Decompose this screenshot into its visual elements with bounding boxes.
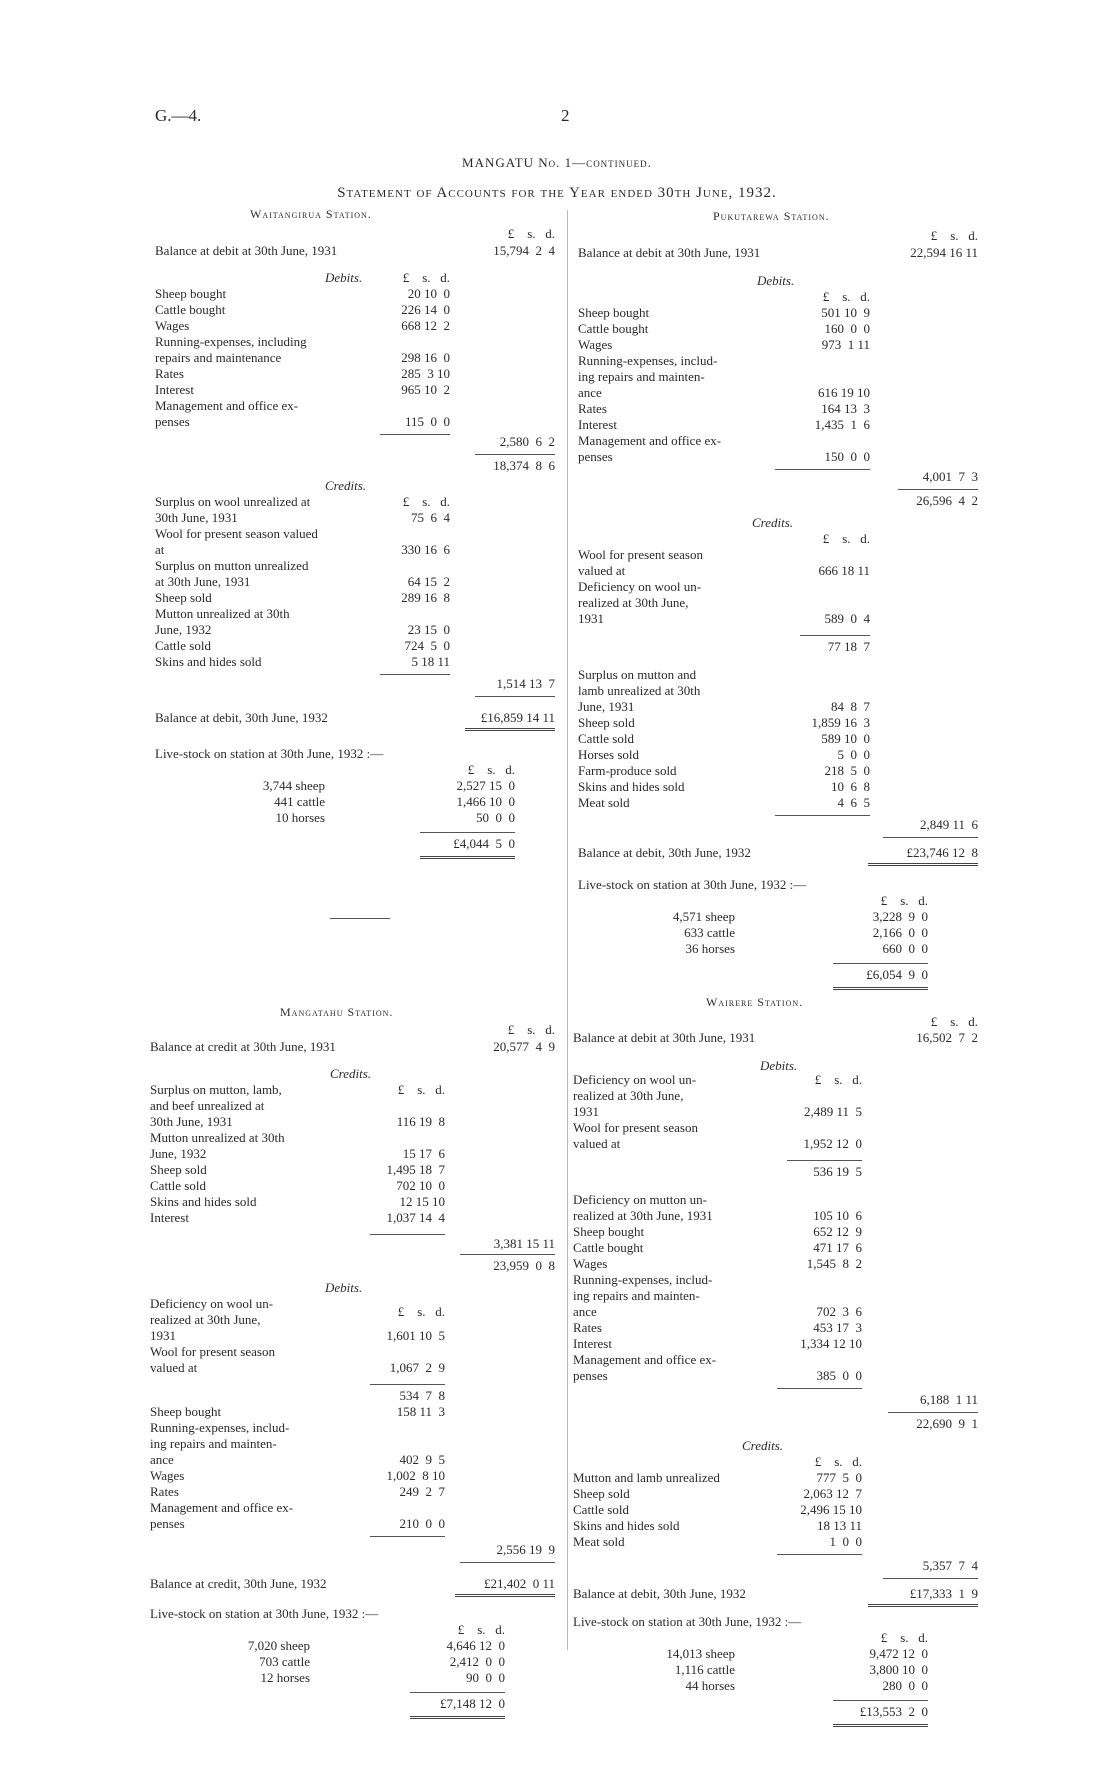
line-item-label: Deficiency on wool un- — [578, 579, 702, 594]
line-item-amount: 5 0 0 — [837, 747, 870, 762]
line-item-label: Sheep bought — [578, 305, 650, 320]
line-item-label: Meat sold — [578, 795, 630, 810]
currency-header: £ s. d. — [507, 226, 555, 241]
line-item-label: valued at — [150, 1360, 198, 1375]
credits-total: 1,514 13 7 — [496, 676, 555, 691]
line-item-label: Management and office ex- — [578, 433, 722, 448]
line-item-label: 1931 — [578, 611, 604, 626]
line-item-label: ance — [573, 1304, 597, 1319]
sum-amount: 18,374 8 6 — [493, 458, 555, 473]
livestock-value: 90 0 0 — [466, 1670, 505, 1685]
closing-double-rule — [465, 728, 555, 731]
livestock-rule — [410, 1692, 505, 1693]
line-item-label: 1931 — [150, 1328, 176, 1343]
line-item-label: penses — [155, 414, 190, 429]
livestock-count: 10 horses — [275, 810, 325, 825]
line-item-label: Wages — [155, 318, 190, 333]
line-item-amount: 616 19 10 — [818, 385, 870, 400]
line-item-amount: 724 5 0 — [404, 638, 450, 653]
livestock-count: 703 cattle — [259, 1654, 310, 1669]
station-title: Mangatahu Station. — [280, 1005, 394, 1019]
line-item-label: Interest — [155, 382, 194, 397]
line-item-amount: 116 19 8 — [396, 1114, 445, 1129]
currency-header: £ s. d. — [397, 1082, 445, 1097]
line-item-amount: 1,435 1 6 — [814, 417, 870, 432]
debits-total: 2,556 19 9 — [496, 1542, 555, 1557]
line-item-amount: 115 0 0 — [404, 414, 450, 429]
line-item-amount: 501 10 9 — [821, 305, 870, 320]
line-item-label: June, 1932 — [150, 1146, 207, 1161]
line-item-amount: 652 12 9 — [813, 1224, 862, 1239]
livestock-double-rule — [833, 1724, 928, 1727]
line-item-label: Skins and hides sold — [573, 1518, 680, 1533]
debits-total: 2,580 6 2 — [499, 434, 555, 449]
line-item-label: ing repairs and mainten- — [573, 1288, 700, 1303]
opening-balance-label: Balance at debit at 30th June, 1931 — [155, 243, 338, 258]
line-item-amount: 702 10 0 — [396, 1178, 445, 1193]
subtotal-rule — [370, 1234, 445, 1235]
line-item-amount: 666 18 11 — [818, 563, 870, 578]
line-item-amount: 285 3 10 — [401, 366, 450, 381]
line-item-amount: 160 0 0 — [824, 321, 870, 336]
line-item-label: Wool for present season — [578, 547, 703, 562]
sum-rule — [883, 1578, 978, 1579]
livestock-value: 4,646 12 0 — [446, 1638, 505, 1653]
line-item-amount: 20 10 0 — [407, 286, 450, 301]
line-item-label: Farm-produce sold — [578, 763, 677, 778]
line-item-label: Cattle bought — [573, 1240, 644, 1255]
debits-total: 4,001 7 3 — [922, 469, 978, 484]
line-item-label: Skins and hides sold — [155, 654, 262, 669]
line-item-label: Cattle bought — [155, 302, 226, 317]
line-item-label: 1931 — [573, 1104, 599, 1119]
livestock-double-rule — [420, 856, 515, 859]
credits-total: 3,381 15 11 — [493, 1236, 555, 1251]
livestock-total: £7,148 12 0 — [440, 1696, 505, 1711]
line-item-label: Interest — [150, 1210, 189, 1225]
subtotal-rule — [370, 1384, 445, 1385]
line-item-label: penses — [150, 1516, 185, 1531]
livestock-value: 280 0 0 — [882, 1678, 928, 1693]
line-item-amount: 1,859 16 3 — [811, 715, 870, 730]
line-item-label: at — [155, 542, 165, 557]
line-item-label: Rates — [150, 1484, 179, 1499]
opening-balance-amount: 22,594 16 11 — [910, 245, 978, 260]
line-item-amount: 10 6 8 — [831, 779, 870, 794]
closing-balance-amount: £17,333 1 9 — [909, 1586, 978, 1601]
line-item-amount: 965 10 2 — [401, 382, 450, 397]
line-item-amount: 330 16 6 — [401, 542, 450, 557]
livestock-count: 7,020 sheep — [247, 1638, 310, 1653]
line-item-amount: 158 11 3 — [396, 1404, 445, 1419]
credits-heading: Credits. — [752, 515, 794, 530]
sum-rule — [888, 1412, 978, 1413]
line-item-amount: 150 0 0 — [824, 449, 870, 464]
livestock-count: 12 horses — [260, 1670, 310, 1685]
line-item-amount: 2,496 15 10 — [800, 1502, 862, 1517]
credits-heading: Credits. — [325, 478, 367, 493]
line-item-label: at 30th June, 1931 — [155, 574, 251, 589]
currency-header: £ s. d. — [397, 1304, 445, 1319]
credits-heading: Credits. — [330, 1066, 372, 1081]
line-item-label: Mutton unrealized at 30th — [150, 1130, 285, 1145]
livestock-count: 14,013 sheep — [666, 1646, 735, 1661]
page-number: 2 — [561, 106, 570, 125]
line-item-label: realized at 30th June, 1931 — [573, 1208, 713, 1223]
closing-balance-label: Balance at credit, 30th June, 1932 — [150, 1576, 327, 1591]
opening-balance-label: Balance at credit at 30th June, 1931 — [150, 1039, 336, 1054]
line-item-amount: 164 13 3 — [821, 401, 870, 416]
closing-double-rule — [868, 1604, 978, 1607]
line-item-amount: 1,067 2 9 — [389, 1360, 445, 1375]
line-item-label: Wages — [150, 1468, 185, 1483]
station-title: Pukutarewa Station. — [713, 209, 830, 223]
line-item-amount: 402 9 5 — [399, 1452, 445, 1467]
line-item-label: valued at — [573, 1136, 621, 1151]
opening-balance-amount: 15,794 2 4 — [493, 243, 555, 258]
currency-header: £ s. d. — [402, 270, 450, 285]
line-item-label: Rates — [578, 401, 607, 416]
subtotal-rule — [380, 674, 450, 675]
line-item-label: Sheep bought — [150, 1404, 222, 1419]
line-item-label: June, 1931 — [578, 699, 635, 714]
line-item-label: 30th June, 1931 — [155, 510, 238, 525]
line-item-label: Wool for present season — [150, 1344, 275, 1359]
line-item-label: realized at 30th June, — [573, 1088, 684, 1103]
currency-header: £ s. d. — [507, 1022, 555, 1037]
sum-rule — [460, 1254, 555, 1255]
debits-net: 534 7 8 — [399, 1388, 445, 1403]
opening-balance-amount: 16,502 7 2 — [916, 1030, 978, 1045]
line-item-amount: 471 17 6 — [813, 1240, 862, 1255]
line-item-label: 30th June, 1931 — [150, 1114, 233, 1129]
livestock-total: £4,044 5 0 — [453, 836, 515, 851]
line-item-label: Deficiency on mutton un- — [573, 1192, 707, 1207]
livestock-double-rule — [833, 987, 928, 990]
line-item-label: Surplus on wool unrealized at — [155, 494, 311, 509]
line-item-label: Cattle sold — [150, 1178, 206, 1193]
line-item-label: Cattle sold — [155, 638, 211, 653]
line-item-label: ance — [578, 385, 602, 400]
sum-rule — [898, 489, 978, 490]
line-item-amount: 210 0 0 — [399, 1516, 445, 1531]
credits-heading: Credits. — [742, 1438, 784, 1453]
line-item-label: Surplus on mutton unrealized — [155, 558, 309, 573]
closing-balance-label: Balance at debit, 30th June, 1932 — [578, 845, 751, 860]
livestock-total: £13,553 2 0 — [859, 1704, 928, 1719]
subtotal-rule — [775, 815, 870, 816]
livestock-value: 1,466 10 0 — [456, 794, 515, 809]
livestock-count: 633 cattle — [684, 925, 735, 940]
debits-net: 536 19 5 — [813, 1164, 862, 1179]
line-item-label: Management and office ex- — [155, 398, 299, 413]
line-item-label: Mutton unrealized at 30th — [155, 606, 290, 621]
line-item-label: Sheep sold — [578, 715, 635, 730]
line-item-label: Cattle sold — [578, 731, 634, 746]
line-item-label: Surplus on mutton and — [578, 667, 697, 682]
currency-header: £ s. d. — [930, 1014, 978, 1029]
livestock-rule — [833, 1700, 928, 1701]
line-item-label: Sheep sold — [155, 590, 212, 605]
line-item-label: penses — [573, 1368, 608, 1383]
closing-balance-amount: £21,402 0 11 — [483, 1576, 555, 1591]
opening-balance-label: Balance at debit at 30th June, 1931 — [573, 1030, 756, 1045]
line-item-amount: 23 15 0 — [407, 622, 450, 637]
line-item-label: Sheep bought — [573, 1224, 645, 1239]
sum-rule — [883, 837, 978, 838]
livestock-label: Live-stock on station at 30th June, 1932 :— — [150, 1606, 379, 1621]
subtotal-rule — [370, 1536, 445, 1537]
station-title: Waitangirua Station. — [250, 207, 372, 221]
line-item-label: Running-expenses, including — [155, 334, 307, 349]
line-item-amount: 18 13 11 — [816, 1518, 862, 1533]
line-item-label: Management and office ex- — [150, 1500, 294, 1515]
credits-total: 2,849 11 6 — [919, 817, 978, 832]
line-item-amount: 64 15 2 — [407, 574, 450, 589]
line-item-amount: 249 2 7 — [399, 1484, 445, 1499]
closing-balance-label: Balance at debit, 30th June, 1932 — [155, 710, 328, 725]
opening-balance-amount: 20,577 4 9 — [493, 1039, 555, 1054]
line-item-label: Interest — [578, 417, 617, 432]
currency-header: £ s. d. — [402, 494, 450, 509]
credits-net: 77 18 7 — [827, 639, 870, 654]
line-item-label: penses — [578, 449, 613, 464]
livestock-label: Live-stock on station at 30th June, 1932 :— — [155, 746, 384, 761]
page-ref: G.—4. — [155, 106, 202, 125]
sum-amount: 22,690 9 1 — [916, 1416, 978, 1431]
line-item-label: ing repairs and mainten- — [150, 1436, 277, 1451]
line-item-label: ing repairs and mainten- — [578, 369, 705, 384]
livestock-value: 2,527 15 0 — [456, 778, 515, 793]
livestock-rule — [420, 832, 515, 833]
subtotal-rule — [787, 1160, 862, 1161]
line-item-label: June, 1932 — [155, 622, 212, 637]
currency-header: £ s. d. — [822, 289, 870, 304]
currency-header: £ s. d. — [467, 762, 515, 777]
livestock-rule — [833, 963, 928, 964]
livestock-value: 3,228 9 0 — [872, 909, 928, 924]
line-item-label: Wool for present season valued — [155, 526, 318, 541]
livestock-double-rule — [410, 1716, 505, 1719]
column-divider — [567, 210, 568, 1650]
line-item-label: Surplus on mutton, lamb, — [150, 1082, 282, 1097]
line-item-label: Wages — [578, 337, 613, 352]
line-item-amount: 777 5 0 — [816, 1470, 862, 1485]
livestock-count: 44 horses — [685, 1678, 735, 1693]
subtotal-rule — [380, 434, 450, 435]
line-item-label: valued at — [578, 563, 626, 578]
line-item-amount: 75 6 4 — [411, 510, 450, 525]
closing-balance-amount: £16,859 14 11 — [480, 710, 555, 725]
page-subtitle: Statement of Accounts for the Year ended 30th June, 1932. — [337, 185, 777, 201]
line-item-amount: 84 8 7 — [831, 699, 870, 714]
line-item-label: repairs and maintenance — [155, 350, 282, 365]
line-item-amount: 1,545 8 2 — [806, 1256, 862, 1271]
line-item-amount: 105 10 6 — [813, 1208, 862, 1223]
livestock-value: 660 0 0 — [882, 941, 928, 956]
line-item-amount: 289 16 8 — [401, 590, 450, 605]
line-item-amount: 15 17 6 — [402, 1146, 445, 1161]
line-item-label: Meat sold — [573, 1534, 625, 1549]
line-item-label: Cattle bought — [578, 321, 649, 336]
livestock-total: £6,054 9 0 — [866, 967, 928, 982]
subtotal-rule — [775, 469, 870, 470]
line-item-amount: 1,601 10 5 — [386, 1328, 445, 1343]
line-item-amount: 1,495 18 7 — [386, 1162, 445, 1177]
livestock-count: 1,116 cattle — [674, 1662, 735, 1677]
currency-header: £ s. d. — [880, 893, 928, 908]
line-item-amount: 973 1 11 — [821, 337, 870, 352]
livestock-count: 441 cattle — [274, 794, 325, 809]
line-item-amount: 1,002 8 10 — [386, 1468, 445, 1483]
livestock-value: 9,472 12 0 — [869, 1646, 928, 1661]
line-item-label: Horses sold — [578, 747, 640, 762]
line-item-label: realized at 30th June, — [578, 595, 689, 610]
line-item-label: Wages — [573, 1256, 608, 1271]
sum-rule — [475, 454, 555, 455]
line-item-label: Running-expenses, includ- — [573, 1272, 713, 1287]
opening-balance-label: Balance at debit at 30th June, 1931 — [578, 245, 761, 260]
line-item-amount: 2,489 11 5 — [803, 1104, 862, 1119]
line-item-label: Mutton and lamb unrealized — [573, 1470, 720, 1485]
livestock-value: 50 0 0 — [476, 810, 515, 825]
line-item-amount: 453 17 3 — [813, 1320, 862, 1335]
sum-rule — [460, 1562, 555, 1563]
closing-double-rule — [455, 1594, 555, 1597]
line-item-label: Wool for present season — [573, 1120, 698, 1135]
line-item-amount: 1 0 0 — [829, 1534, 862, 1549]
line-item-amount: 702 3 6 — [816, 1304, 862, 1319]
line-item-label: Sheep sold — [150, 1162, 207, 1177]
line-item-amount: 226 14 0 — [401, 302, 450, 317]
sum-amount: 23,959 0 8 — [493, 1258, 555, 1273]
line-item-label: Skins and hides sold — [578, 779, 685, 794]
line-item-label: Rates — [155, 366, 184, 381]
line-item-amount: 668 12 2 — [401, 318, 450, 333]
credits-total: 5,357 7 4 — [922, 1558, 978, 1573]
line-item-amount: 589 0 4 — [824, 611, 870, 626]
line-item-label: Management and office ex- — [573, 1352, 717, 1367]
closing-double-rule — [868, 863, 978, 866]
currency-header: £ s. d. — [930, 228, 978, 243]
currency-header: £ s. d. — [457, 1622, 505, 1637]
subtotal-rule — [777, 1554, 862, 1555]
sum-rule — [475, 696, 555, 697]
livestock-value: 2,166 0 0 — [872, 925, 928, 940]
line-item-label: lamb unrealized at 30th — [578, 683, 701, 698]
debits-heading: Debits. — [757, 273, 795, 288]
livestock-label: Live-stock on station at 30th June, 1932 :— — [578, 877, 807, 892]
livestock-count: 36 horses — [685, 941, 735, 956]
line-item-amount: 218 5 0 — [824, 763, 870, 778]
currency-header: £ s. d. — [814, 1454, 862, 1469]
debits-heading: Debits. — [760, 1058, 798, 1073]
page-title: MANGATU No. 1—continued. — [462, 155, 652, 170]
currency-header: £ s. d. — [880, 1630, 928, 1645]
debits-heading: Debits. — [325, 270, 363, 285]
line-item-amount: 385 0 0 — [816, 1368, 862, 1383]
debits-total: 6,188 1 11 — [919, 1392, 978, 1407]
currency-header: £ s. d. — [814, 1072, 862, 1087]
line-item-amount: 4 6 5 — [837, 795, 870, 810]
line-item-amount: 589 10 0 — [821, 731, 870, 746]
livestock-value: 3,800 10 0 — [869, 1662, 928, 1677]
subtotal-rule — [800, 635, 870, 636]
line-item-amount: 1,952 12 0 — [803, 1136, 862, 1151]
currency-header: £ s. d. — [822, 531, 870, 546]
livestock-label: Live-stock on station at 30th June, 1932 :— — [573, 1614, 802, 1629]
line-item-amount: 2,063 12 7 — [803, 1486, 862, 1501]
livestock-value: 2,412 0 0 — [449, 1654, 505, 1669]
line-item-label: and beef unrealized at — [150, 1098, 265, 1113]
closing-balance-amount: £23,746 12 8 — [906, 845, 978, 860]
debits-heading: Debits. — [325, 1280, 363, 1295]
line-item-label: Deficiency on wool un- — [573, 1072, 697, 1087]
line-item-amount: 12 15 10 — [399, 1194, 445, 1209]
livestock-count: 4,571 sheep — [672, 909, 735, 924]
line-item-label: Running-expenses, includ- — [578, 353, 718, 368]
line-item-label: Rates — [573, 1320, 602, 1335]
line-item-label: Sheep sold — [573, 1486, 630, 1501]
livestock-count: 3,744 sheep — [262, 778, 325, 793]
sum-amount: 26,596 4 2 — [916, 493, 978, 508]
line-item-amount: 5 18 11 — [411, 654, 450, 669]
line-item-label: Cattle sold — [573, 1502, 629, 1517]
separator-rule — [330, 918, 390, 919]
subtotal-rule — [777, 1388, 862, 1389]
closing-balance-label: Balance at debit, 30th June, 1932 — [573, 1586, 746, 1601]
line-item-label: Interest — [573, 1336, 612, 1351]
line-item-label: realized at 30th June, — [150, 1312, 261, 1327]
line-item-amount: 1,334 12 10 — [800, 1336, 862, 1351]
line-item-amount: 1,037 14 4 — [386, 1210, 445, 1225]
line-item-amount: 298 16 0 — [401, 350, 450, 365]
line-item-label: Running-expenses, includ- — [150, 1420, 290, 1435]
line-item-label: Skins and hides sold — [150, 1194, 257, 1209]
line-item-label: Deficiency on wool un- — [150, 1296, 274, 1311]
line-item-label: Sheep bought — [155, 286, 227, 301]
station-title: Wairere Station. — [706, 995, 804, 1009]
line-item-label: ance — [150, 1452, 174, 1467]
